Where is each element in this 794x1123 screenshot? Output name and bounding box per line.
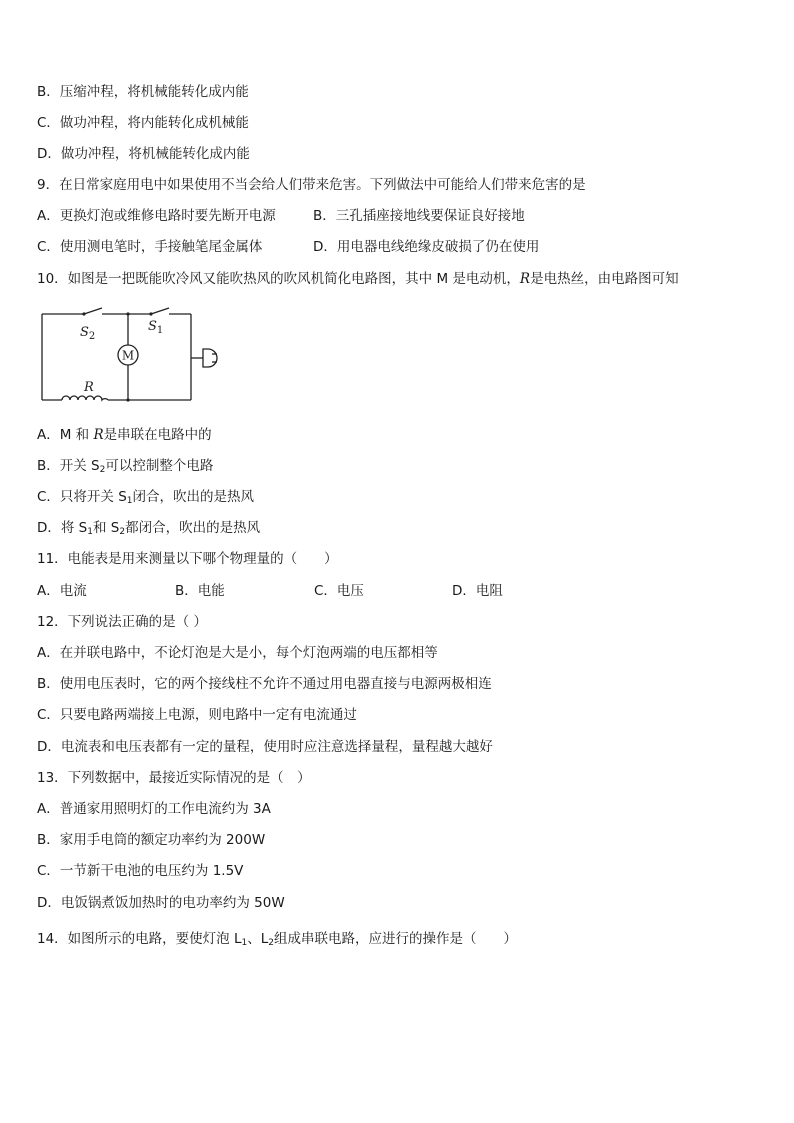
q9-option-d: D．用电器电线绝缘皮破损了仍在使用 — [313, 239, 540, 255]
q13-option-c: C．一节新干电池的电压约为 1.5V — [37, 863, 244, 879]
q10-option-a: A．M 和 R是串联在电路中的 — [37, 427, 212, 443]
q10-option-c: C．只将开关 $S_1$闭合，吹出的是热风 — [37, 489, 255, 506]
q12-option-c: C．只要电路两端接上电源，则电路中一定有电流通过 — [37, 707, 357, 723]
q10-option-b: B．开关 $S_2$可以控制整个电路 — [37, 458, 214, 475]
q12-option-d: D．电流表和电压表都有一定的量程，使用时应注意选择量程，量程越大越好 — [37, 739, 493, 755]
q8-option-b: B．压缩冲程，将机械能转化成内能 — [37, 84, 249, 100]
q10-stem: 10．如图是一把既能吹冷风又能吹热风的吹风机简化电路图，其中 M 是电动机，R是电热丝，由电路图可知 — [37, 271, 679, 287]
resistor-label: R — [84, 380, 94, 395]
motor-label: M — [121, 348, 135, 363]
q13-option-a: A．普通家用照明灯的工作电流约为 3A — [37, 801, 271, 817]
q11-stem: 11．电能表是用来测量以下哪个物理量的（ ） — [37, 551, 338, 567]
q11-option-a: A．电流 — [37, 583, 87, 599]
q8-option-c: C．做功冲程，将内能转化成机械能 — [37, 115, 249, 131]
plug-icon — [203, 349, 217, 367]
q13-option-d: D．电饭锅煮饭加热时的电功率约为 50W — [37, 895, 285, 911]
q13-option-b: B．家用手电筒的额定功率约为 200W — [37, 832, 266, 848]
q12-option-a: A．在并联电路中，不论灯泡是大是小，每个灯泡两端的电压都相等 — [37, 645, 438, 661]
q12-option-b: B．使用电压表时，它的两个接线柱不允许不通过用电器直接与电源两极相连 — [37, 676, 492, 692]
q9-option-a: A．更换灯泡或维修电路时要先断开电源 — [37, 208, 276, 224]
switch-s2-label: $S_2$ — [80, 325, 96, 342]
q11-option-d: D．电阻 — [452, 583, 503, 599]
q14-stem: 14．如图所示的电路，要使灯泡 $L_1$、$L_2$组成串联电路，应进行的操作是（ ） — [37, 931, 517, 948]
q13-stem: 13．下列数据中，最接近实际情况的是（ ） — [37, 770, 311, 786]
switch-s1-label: $S_1$ — [148, 319, 164, 336]
q9-option-c: C．使用测电笔时，手接触笔尾金属体 — [37, 239, 263, 255]
q9-option-b: B．三孔插座接地线要保证良好接地 — [313, 208, 525, 224]
q8-option-d: D．做功冲程，将机械能转化成内能 — [37, 146, 250, 162]
q10-option-d: D．将 $S_1$和 $S_2$都闭合，吹出的是热风 — [37, 520, 261, 537]
q12-stem: 12．下列说法正确的是（ ） — [37, 614, 207, 630]
q9-stem: 9．在日常家庭用电中如果使用不当会给人们带来危害。下列做法中可能给人们带来危害的是 — [37, 177, 586, 193]
q11-option-b: B．电能 — [175, 583, 225, 599]
q11-option-c: C．电压 — [314, 583, 364, 599]
q10-circuit-diagram — [38, 305, 218, 405]
resistor-coil — [62, 396, 108, 400]
